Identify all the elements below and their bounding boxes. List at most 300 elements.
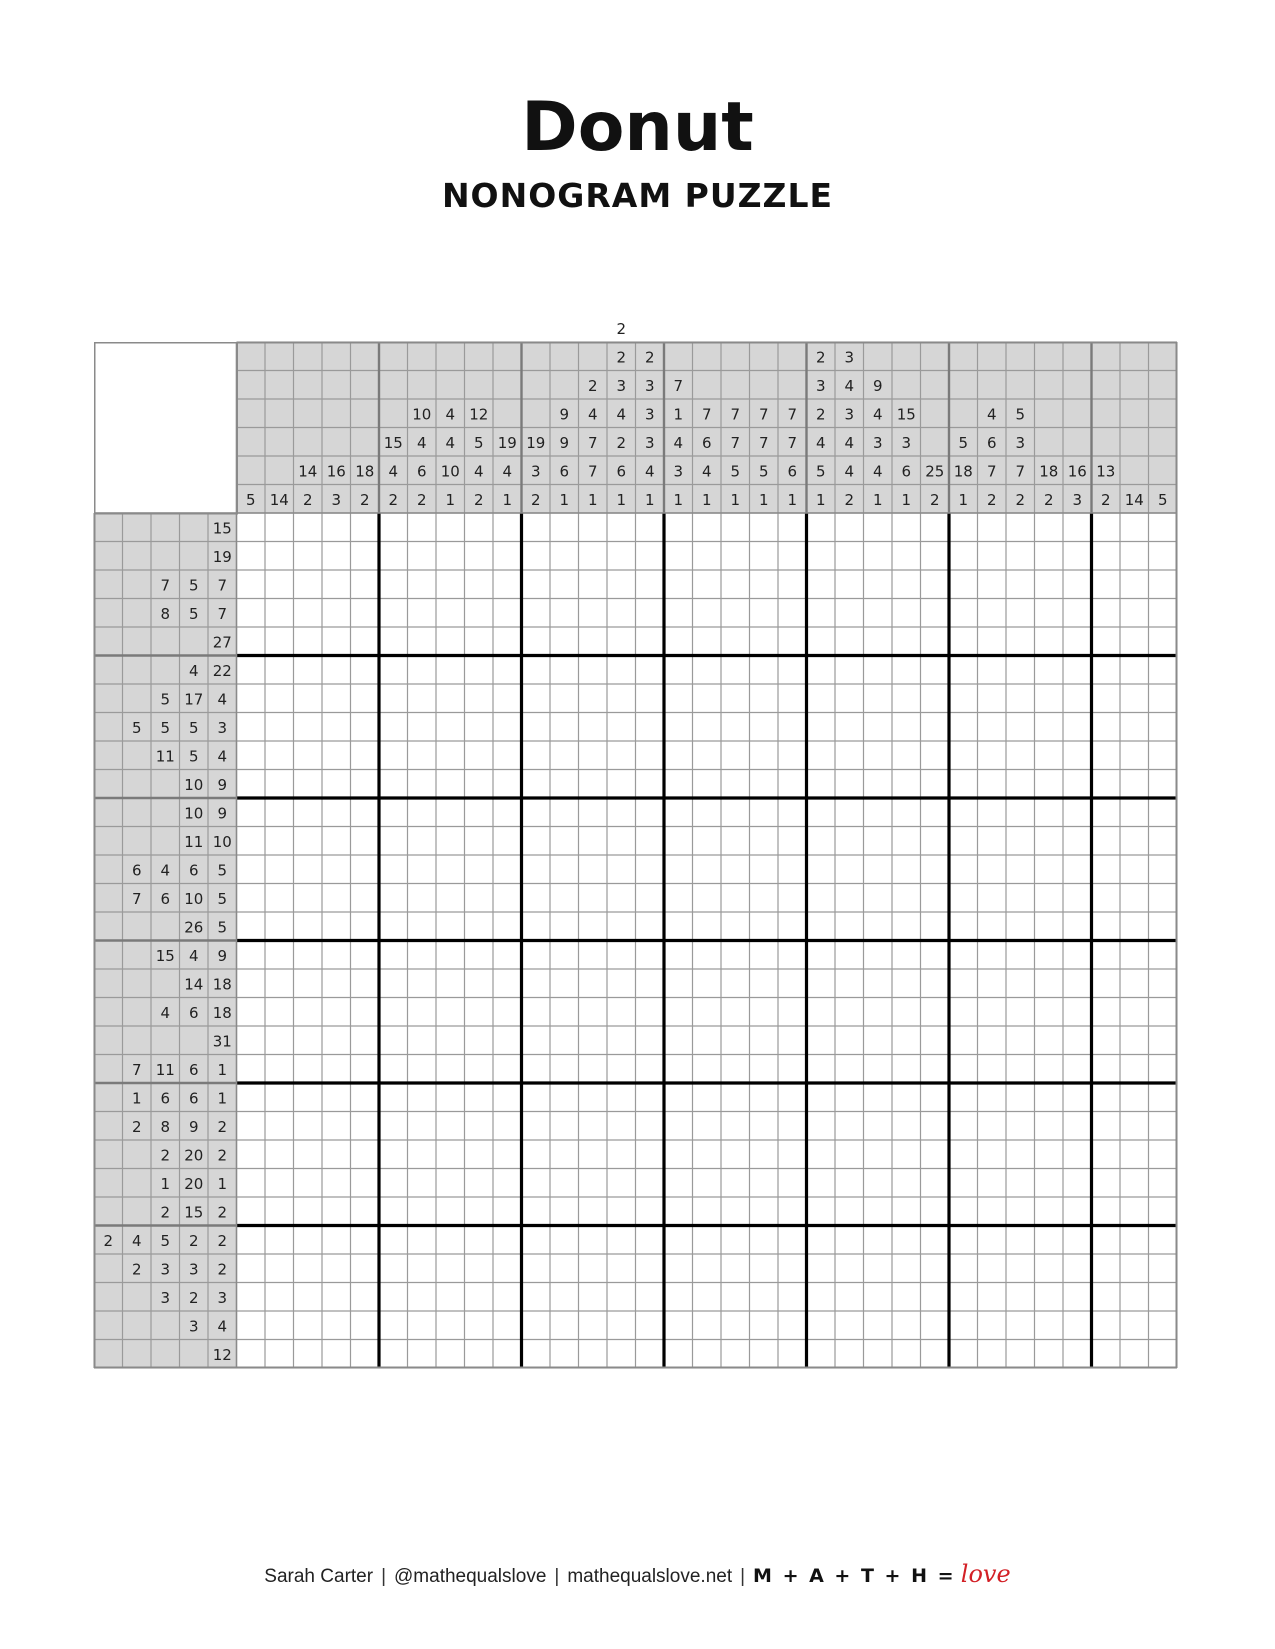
grid-cell[interactable] — [237, 827, 266, 856]
grid-cell[interactable] — [1063, 1026, 1092, 1055]
grid-cell[interactable] — [835, 1140, 864, 1169]
grid-cell[interactable] — [322, 1340, 351, 1369]
grid-cell[interactable] — [237, 941, 266, 970]
grid-cell[interactable] — [322, 656, 351, 685]
grid-cell[interactable] — [1063, 1254, 1092, 1283]
grid-cell[interactable] — [408, 884, 437, 913]
grid-cell[interactable] — [351, 1226, 380, 1255]
grid-cell[interactable] — [949, 912, 978, 941]
grid-cell[interactable] — [294, 912, 323, 941]
grid-cell[interactable] — [265, 1311, 294, 1340]
grid-cell[interactable] — [1006, 542, 1035, 571]
grid-cell[interactable] — [579, 1226, 608, 1255]
grid-cell[interactable] — [579, 855, 608, 884]
grid-cell[interactable] — [607, 741, 636, 770]
grid-cell[interactable] — [778, 542, 807, 571]
grid-cell[interactable] — [1092, 912, 1121, 941]
grid-cell[interactable] — [1035, 1311, 1064, 1340]
grid-cell[interactable] — [636, 1083, 665, 1112]
grid-cell[interactable] — [1063, 855, 1092, 884]
grid-cell[interactable] — [351, 656, 380, 685]
grid-cell[interactable] — [949, 1140, 978, 1169]
grid-cell[interactable] — [1092, 1169, 1121, 1198]
grid-cell[interactable] — [778, 998, 807, 1027]
grid-cell[interactable] — [864, 684, 893, 713]
grid-cell[interactable] — [892, 912, 921, 941]
grid-cell[interactable] — [1063, 1140, 1092, 1169]
grid-cell[interactable] — [465, 798, 494, 827]
grid-cell[interactable] — [379, 1140, 408, 1169]
grid-cell[interactable] — [978, 1112, 1007, 1141]
grid-cell[interactable] — [237, 741, 266, 770]
grid-cell[interactable] — [1006, 941, 1035, 970]
grid-cell[interactable] — [322, 912, 351, 941]
grid-cell[interactable] — [1149, 513, 1178, 542]
grid-cell[interactable] — [1120, 1311, 1149, 1340]
grid-cell[interactable] — [351, 570, 380, 599]
grid-cell[interactable] — [579, 1340, 608, 1369]
grid-cell[interactable] — [778, 1197, 807, 1226]
grid-cell[interactable] — [379, 741, 408, 770]
grid-cell[interactable] — [237, 1112, 266, 1141]
grid-cell[interactable] — [265, 1055, 294, 1084]
grid-cell[interactable] — [949, 1311, 978, 1340]
grid-cell[interactable] — [265, 798, 294, 827]
grid-cell[interactable] — [265, 770, 294, 799]
grid-cell[interactable] — [436, 599, 465, 628]
grid-cell[interactable] — [693, 1340, 722, 1369]
grid-cell[interactable] — [978, 713, 1007, 742]
grid-cell[interactable] — [1120, 855, 1149, 884]
grid-cell[interactable] — [949, 513, 978, 542]
grid-cell[interactable] — [579, 1112, 608, 1141]
grid-cell[interactable] — [978, 1283, 1007, 1312]
grid-cell[interactable] — [1006, 713, 1035, 742]
grid-cell[interactable] — [351, 1254, 380, 1283]
grid-cell[interactable] — [607, 1112, 636, 1141]
grid-cell[interactable] — [778, 570, 807, 599]
grid-cell[interactable] — [807, 1226, 836, 1255]
grid-cell[interactable] — [579, 969, 608, 998]
grid-cell[interactable] — [607, 1311, 636, 1340]
grid-cell[interactable] — [493, 1140, 522, 1169]
grid-cell[interactable] — [1063, 542, 1092, 571]
grid-cell[interactable] — [436, 1226, 465, 1255]
grid-cell[interactable] — [322, 1226, 351, 1255]
grid-cell[interactable] — [1063, 570, 1092, 599]
grid-cell[interactable] — [864, 1140, 893, 1169]
grid-cell[interactable] — [892, 513, 921, 542]
grid-cell[interactable] — [379, 827, 408, 856]
grid-cell[interactable] — [978, 912, 1007, 941]
grid-cell[interactable] — [721, 798, 750, 827]
grid-cell[interactable] — [550, 941, 579, 970]
grid-cell[interactable] — [294, 1026, 323, 1055]
grid-cell[interactable] — [750, 684, 779, 713]
grid-cell[interactable] — [294, 713, 323, 742]
grid-cell[interactable] — [664, 656, 693, 685]
grid-cell[interactable] — [1006, 684, 1035, 713]
grid-cell[interactable] — [550, 570, 579, 599]
grid-cell[interactable] — [1149, 827, 1178, 856]
grid-cell[interactable] — [1035, 1140, 1064, 1169]
grid-cell[interactable] — [721, 1340, 750, 1369]
grid-cell[interactable] — [550, 1340, 579, 1369]
grid-cell[interactable] — [436, 1197, 465, 1226]
grid-cell[interactable] — [294, 1226, 323, 1255]
grid-cell[interactable] — [408, 1055, 437, 1084]
grid-cell[interactable] — [664, 684, 693, 713]
grid-cell[interactable] — [351, 542, 380, 571]
grid-cell[interactable] — [579, 998, 608, 1027]
grid-cell[interactable] — [1063, 741, 1092, 770]
grid-cell[interactable] — [1035, 627, 1064, 656]
grid-cell[interactable] — [1063, 912, 1092, 941]
grid-cell[interactable] — [579, 1169, 608, 1198]
grid-cell[interactable] — [921, 599, 950, 628]
grid-cell[interactable] — [978, 1340, 1007, 1369]
grid-cell[interactable] — [978, 1083, 1007, 1112]
grid-cell[interactable] — [237, 513, 266, 542]
grid-cell[interactable] — [664, 1140, 693, 1169]
grid-cell[interactable] — [265, 1197, 294, 1226]
grid-cell[interactable] — [750, 627, 779, 656]
grid-cell[interactable] — [892, 542, 921, 571]
grid-cell[interactable] — [807, 1197, 836, 1226]
grid-cell[interactable] — [1035, 684, 1064, 713]
grid-cell[interactable] — [1092, 855, 1121, 884]
grid-cell[interactable] — [522, 542, 551, 571]
grid-cell[interactable] — [522, 1340, 551, 1369]
grid-cell[interactable] — [807, 827, 836, 856]
grid-cell[interactable] — [693, 1283, 722, 1312]
grid-cell[interactable] — [949, 770, 978, 799]
grid-cell[interactable] — [664, 513, 693, 542]
grid-cell[interactable] — [265, 912, 294, 941]
grid-cell[interactable] — [237, 798, 266, 827]
grid-cell[interactable] — [693, 1254, 722, 1283]
grid-cell[interactable] — [493, 798, 522, 827]
grid-cell[interactable] — [1120, 599, 1149, 628]
grid-cell[interactable] — [1035, 1254, 1064, 1283]
grid-cell[interactable] — [408, 855, 437, 884]
grid-cell[interactable] — [949, 542, 978, 571]
grid-cell[interactable] — [750, 770, 779, 799]
grid-cell[interactable] — [607, 1055, 636, 1084]
grid-cell[interactable] — [949, 570, 978, 599]
grid-cell[interactable] — [807, 1311, 836, 1340]
grid-cell[interactable] — [322, 884, 351, 913]
grid-cell[interactable] — [1006, 570, 1035, 599]
grid-cell[interactable] — [294, 1140, 323, 1169]
grid-cell[interactable] — [921, 1283, 950, 1312]
grid-cell[interactable] — [892, 1340, 921, 1369]
grid-cell[interactable] — [1149, 798, 1178, 827]
grid-cell[interactable] — [921, 770, 950, 799]
grid-cell[interactable] — [1006, 513, 1035, 542]
grid-cell[interactable] — [807, 1283, 836, 1312]
grid-cell[interactable] — [465, 1112, 494, 1141]
grid-cell[interactable] — [664, 770, 693, 799]
grid-cell[interactable] — [835, 884, 864, 913]
grid-cell[interactable] — [721, 1311, 750, 1340]
grid-cell[interactable] — [436, 827, 465, 856]
grid-cell[interactable] — [864, 912, 893, 941]
grid-cell[interactable] — [351, 1055, 380, 1084]
grid-cell[interactable] — [1092, 884, 1121, 913]
grid-cell[interactable] — [1063, 1340, 1092, 1369]
grid-cell[interactable] — [721, 1169, 750, 1198]
grid-cell[interactable] — [607, 770, 636, 799]
grid-cell[interactable] — [379, 998, 408, 1027]
grid-cell[interactable] — [835, 1254, 864, 1283]
grid-cell[interactable] — [294, 1254, 323, 1283]
grid-cell[interactable] — [1120, 570, 1149, 599]
grid-cell[interactable] — [579, 1083, 608, 1112]
grid-cell[interactable] — [921, 713, 950, 742]
grid-cell[interactable] — [807, 1083, 836, 1112]
grid-cell[interactable] — [664, 570, 693, 599]
grid-cell[interactable] — [322, 1311, 351, 1340]
grid-cell[interactable] — [1120, 542, 1149, 571]
grid-cell[interactable] — [721, 656, 750, 685]
grid-cell[interactable] — [550, 884, 579, 913]
grid-cell[interactable] — [721, 998, 750, 1027]
grid-cell[interactable] — [379, 884, 408, 913]
grid-cell[interactable] — [379, 599, 408, 628]
grid-cell[interactable] — [1092, 1197, 1121, 1226]
grid-cell[interactable] — [265, 542, 294, 571]
grid-cell[interactable] — [664, 855, 693, 884]
grid-cell[interactable] — [294, 969, 323, 998]
grid-cell[interactable] — [379, 1026, 408, 1055]
grid-cell[interactable] — [1149, 1254, 1178, 1283]
grid-cell[interactable] — [835, 1283, 864, 1312]
grid-cell[interactable] — [579, 798, 608, 827]
grid-cell[interactable] — [978, 513, 1007, 542]
grid-cell[interactable] — [265, 513, 294, 542]
grid-cell[interactable] — [636, 570, 665, 599]
grid-cell[interactable] — [379, 1340, 408, 1369]
grid-cell[interactable] — [579, 656, 608, 685]
grid-cell[interactable] — [664, 542, 693, 571]
grid-cell[interactable] — [550, 1226, 579, 1255]
grid-cell[interactable] — [750, 855, 779, 884]
grid-cell[interactable] — [379, 570, 408, 599]
grid-cell[interactable] — [379, 542, 408, 571]
grid-cell[interactable] — [607, 570, 636, 599]
grid-cell[interactable] — [636, 1197, 665, 1226]
grid-cell[interactable] — [579, 1055, 608, 1084]
grid-cell[interactable] — [294, 1311, 323, 1340]
grid-cell[interactable] — [693, 1083, 722, 1112]
grid-cell[interactable] — [1035, 798, 1064, 827]
grid-cell[interactable] — [522, 1169, 551, 1198]
grid-cell[interactable] — [693, 855, 722, 884]
grid-cell[interactable] — [294, 656, 323, 685]
grid-cell[interactable] — [1120, 1197, 1149, 1226]
grid-cell[interactable] — [408, 912, 437, 941]
grid-cell[interactable] — [1035, 1055, 1064, 1084]
grid-cell[interactable] — [351, 513, 380, 542]
grid-cell[interactable] — [493, 998, 522, 1027]
grid-cell[interactable] — [1063, 827, 1092, 856]
grid-cell[interactable] — [1149, 1283, 1178, 1312]
grid-cell[interactable] — [1063, 969, 1092, 998]
grid-cell[interactable] — [550, 684, 579, 713]
grid-cell[interactable] — [1092, 684, 1121, 713]
grid-cell[interactable] — [978, 741, 1007, 770]
grid-cell[interactable] — [522, 884, 551, 913]
grid-cell[interactable] — [1092, 1254, 1121, 1283]
grid-cell[interactable] — [978, 770, 1007, 799]
grid-cell[interactable] — [892, 1311, 921, 1340]
grid-cell[interactable] — [835, 741, 864, 770]
grid-cell[interactable] — [750, 884, 779, 913]
grid-cell[interactable] — [949, 1226, 978, 1255]
grid-cell[interactable] — [778, 656, 807, 685]
grid-cell[interactable] — [294, 1112, 323, 1141]
grid-cell[interactable] — [721, 1140, 750, 1169]
grid-cell[interactable] — [807, 855, 836, 884]
grid-cell[interactable] — [949, 998, 978, 1027]
grid-cell[interactable] — [265, 855, 294, 884]
grid-cell[interactable] — [436, 998, 465, 1027]
grid-cell[interactable] — [636, 1026, 665, 1055]
grid-cell[interactable] — [693, 513, 722, 542]
grid-cell[interactable] — [835, 770, 864, 799]
grid-cell[interactable] — [921, 684, 950, 713]
grid-cell[interactable] — [807, 798, 836, 827]
grid-cell[interactable] — [237, 1311, 266, 1340]
grid-cell[interactable] — [636, 1254, 665, 1283]
grid-cell[interactable] — [1120, 1169, 1149, 1198]
grid-cell[interactable] — [550, 1311, 579, 1340]
grid-cell[interactable] — [636, 542, 665, 571]
grid-cell[interactable] — [237, 770, 266, 799]
grid-cell[interactable] — [550, 827, 579, 856]
grid-cell[interactable] — [693, 969, 722, 998]
grid-cell[interactable] — [1149, 1055, 1178, 1084]
grid-cell[interactable] — [778, 1283, 807, 1312]
grid-cell[interactable] — [522, 599, 551, 628]
grid-cell[interactable] — [693, 884, 722, 913]
grid-cell[interactable] — [978, 941, 1007, 970]
grid-cell[interactable] — [465, 1340, 494, 1369]
grid-cell[interactable] — [1149, 1140, 1178, 1169]
grid-cell[interactable] — [636, 741, 665, 770]
grid-cell[interactable] — [835, 941, 864, 970]
grid-cell[interactable] — [1120, 1055, 1149, 1084]
grid-cell[interactable] — [579, 599, 608, 628]
grid-cell[interactable] — [265, 570, 294, 599]
grid-cell[interactable] — [607, 1226, 636, 1255]
grid-cell[interactable] — [1092, 1026, 1121, 1055]
grid-cell[interactable] — [721, 884, 750, 913]
grid-cell[interactable] — [807, 656, 836, 685]
grid-cell[interactable] — [408, 1083, 437, 1112]
grid-cell[interactable] — [864, 1254, 893, 1283]
grid-cell[interactable] — [408, 1283, 437, 1312]
grid-cell[interactable] — [664, 884, 693, 913]
grid-cell[interactable] — [693, 770, 722, 799]
grid-cell[interactable] — [1092, 1112, 1121, 1141]
grid-cell[interactable] — [1120, 969, 1149, 998]
grid-cell[interactable] — [807, 1112, 836, 1141]
grid-cell[interactable] — [1120, 656, 1149, 685]
grid-cell[interactable] — [664, 941, 693, 970]
grid-cell[interactable] — [664, 969, 693, 998]
grid-cell[interactable] — [664, 998, 693, 1027]
grid-cell[interactable] — [379, 1055, 408, 1084]
grid-cell[interactable] — [322, 1254, 351, 1283]
grid-cell[interactable] — [522, 912, 551, 941]
grid-cell[interactable] — [493, 1026, 522, 1055]
grid-cell[interactable] — [237, 1169, 266, 1198]
grid-cell[interactable] — [294, 798, 323, 827]
grid-cell[interactable] — [1063, 770, 1092, 799]
grid-cell[interactable] — [465, 969, 494, 998]
grid-cell[interactable] — [1092, 627, 1121, 656]
grid-cell[interactable] — [436, 741, 465, 770]
grid-cell[interactable] — [835, 969, 864, 998]
grid-cell[interactable] — [493, 713, 522, 742]
grid-cell[interactable] — [921, 627, 950, 656]
grid-cell[interactable] — [721, 941, 750, 970]
grid-cell[interactable] — [322, 741, 351, 770]
grid-cell[interactable] — [664, 1311, 693, 1340]
grid-cell[interactable] — [607, 627, 636, 656]
grid-cell[interactable] — [1120, 1112, 1149, 1141]
grid-cell[interactable] — [693, 713, 722, 742]
grid-cell[interactable] — [721, 542, 750, 571]
grid-cell[interactable] — [721, 855, 750, 884]
grid-cell[interactable] — [294, 542, 323, 571]
grid-cell[interactable] — [636, 884, 665, 913]
grid-cell[interactable] — [436, 912, 465, 941]
grid-cell[interactable] — [579, 1140, 608, 1169]
grid-cell[interactable] — [693, 656, 722, 685]
grid-cell[interactable] — [408, 627, 437, 656]
grid-cell[interactable] — [436, 798, 465, 827]
grid-cell[interactable] — [607, 1254, 636, 1283]
grid-cell[interactable] — [978, 855, 1007, 884]
grid-cell[interactable] — [493, 1226, 522, 1255]
grid-cell[interactable] — [237, 1254, 266, 1283]
grid-cell[interactable] — [379, 770, 408, 799]
grid-cell[interactable] — [1149, 1226, 1178, 1255]
grid-cell[interactable] — [465, 627, 494, 656]
grid-cell[interactable] — [522, 1026, 551, 1055]
grid-cell[interactable] — [892, 656, 921, 685]
grid-cell[interactable] — [265, 998, 294, 1027]
grid-cell[interactable] — [721, 969, 750, 998]
grid-cell[interactable] — [750, 1026, 779, 1055]
grid-cell[interactable] — [664, 1026, 693, 1055]
grid-cell[interactable] — [493, 656, 522, 685]
grid-cell[interactable] — [1120, 1140, 1149, 1169]
grid-cell[interactable] — [835, 912, 864, 941]
grid-cell[interactable] — [436, 1311, 465, 1340]
grid-cell[interactable] — [1006, 855, 1035, 884]
grid-cell[interactable] — [294, 1169, 323, 1198]
grid-cell[interactable] — [750, 969, 779, 998]
grid-cell[interactable] — [322, 770, 351, 799]
grid-cell[interactable] — [1006, 1083, 1035, 1112]
grid-cell[interactable] — [465, 998, 494, 1027]
grid-cell[interactable] — [778, 1026, 807, 1055]
grid-cell[interactable] — [436, 513, 465, 542]
